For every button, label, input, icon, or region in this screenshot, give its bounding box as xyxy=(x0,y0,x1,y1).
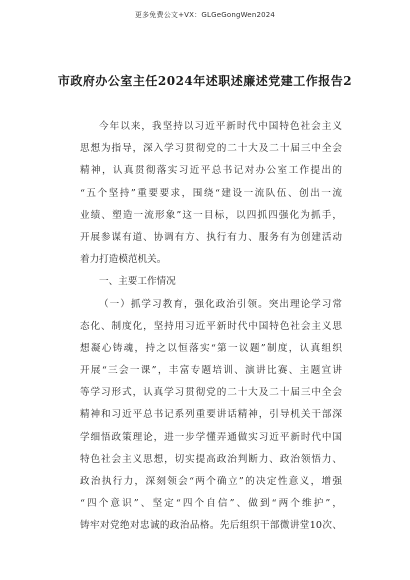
body-line: 特色社会主义思想，切实提高政治判断力、政治领悟力、 xyxy=(80,453,342,465)
body-line: 一、主要工作情况 xyxy=(99,276,176,288)
body-line: “四个意识”、坚定“四个自信”、做到“两个维护”， xyxy=(80,498,342,510)
body-line: 等学习形式，认真学习贯彻党的二十大及二十届三中全会 xyxy=(80,387,342,399)
body-line: 开展参谋有道、协调有方、执行有力、服务有为创建活动 xyxy=(80,231,342,243)
body-line: 想凝心铸魂，持之以恒落实“第一议题”制度，认真组织 xyxy=(80,342,342,354)
body-line: 今年以来，我坚持以习近平新时代中国特色社会主义 xyxy=(99,121,342,132)
document-title: 市政府办公室主任2024年述职述廉述党建工作报告2 xyxy=(57,74,353,88)
body-line: 着力打造模范机关。 xyxy=(80,254,167,266)
body-line: “五个坚持”重要要求，围绕“建设一流队伍、创出一流 xyxy=(80,187,342,199)
body-line: 精神和习近平总书记系列重要讲话精神，引导机关干部深 xyxy=(80,409,342,421)
body-line: 业绩、塑造一流形象”这一目标，以四抓四强化为抓手， xyxy=(80,209,342,221)
body-line: 态化、制度化，坚持用习近平新时代中国特色社会主义思 xyxy=(80,320,342,332)
body-line: 精神，认真贯彻落实习近平总书记对办公室工作提出的 xyxy=(80,165,342,177)
header-note: 更多免费公文+VX：GLGeGongWen2024 xyxy=(134,11,276,19)
body-line: 政治执行力，深刻领会“两个确立”的决定性意义，增强 xyxy=(80,476,342,487)
document-body xyxy=(80,116,342,538)
body-line: 学细悟政策理论，进一步学懂弄通做实习近平新时代中国 xyxy=(80,431,342,443)
body-line: （一）抓学习教育，强化政治引领。突出理论学习常 xyxy=(99,298,342,310)
body-line: 铸牢对党绝对忠诚的政治品格。先后组织干部微讲堂10次、 xyxy=(80,520,342,532)
body-line: 开展“三会一课”，丰富专题培训、演讲比赛、主题宣讲 xyxy=(80,365,342,377)
body-line: 思想为指导，深入学习贯彻党的二十大及二十届三中全会 xyxy=(80,143,342,155)
